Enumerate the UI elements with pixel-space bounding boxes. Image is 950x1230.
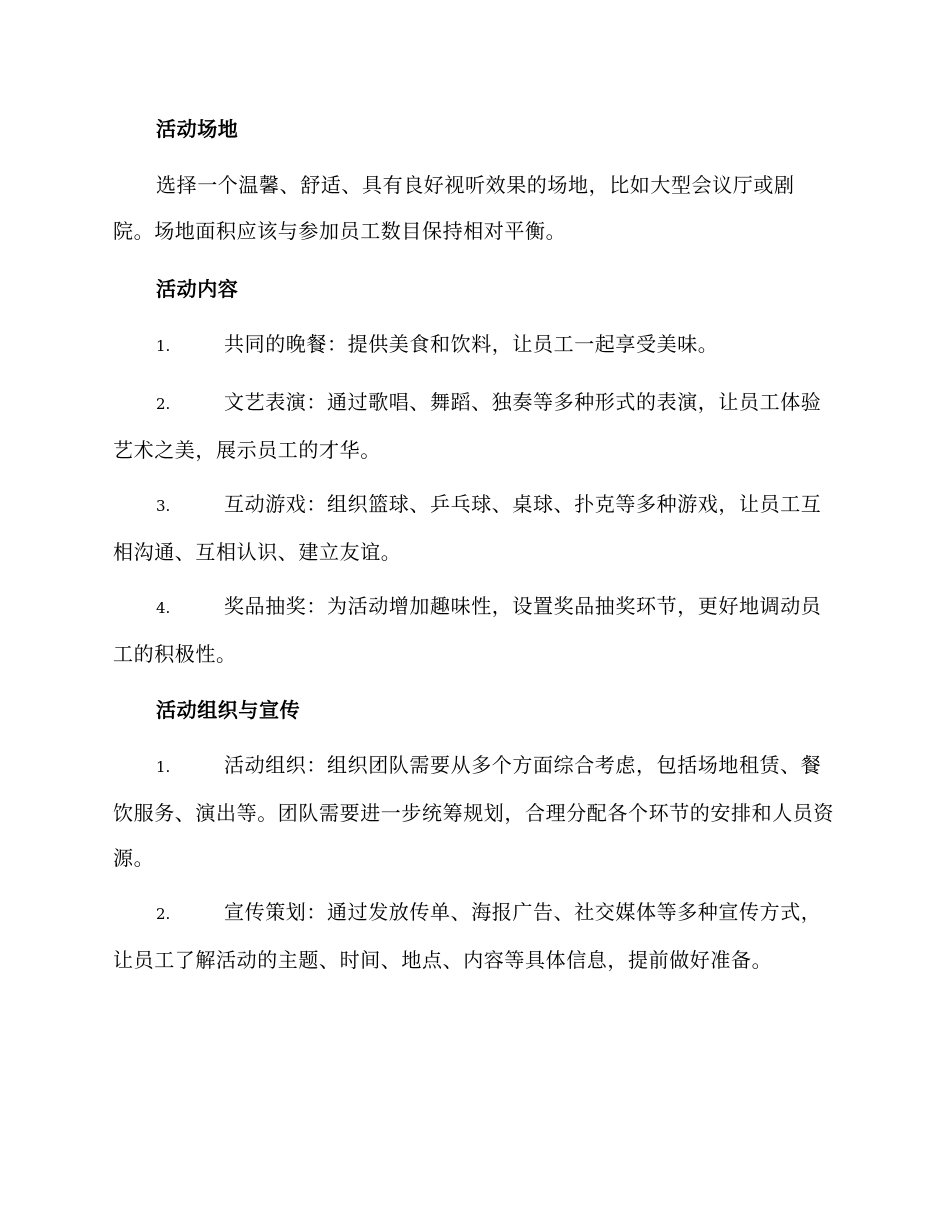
list-item-number: 1. bbox=[156, 337, 171, 355]
list-item-text: 奖品抽奖：为活动增加趣味性，设置奖品抽奖环节，更好地调动员工的积极性。 bbox=[113, 594, 822, 666]
list-item-text: 宣传策划：通过发放传单、海报广告、社交媒体等多种宣传方式，让员工了解活动的主题、时间、地点、内容等具体信息，提前做好准备。 bbox=[113, 900, 822, 972]
list-item bbox=[113, 380, 835, 473]
list-item-number: 1. bbox=[156, 758, 171, 776]
list-item-number: 2. bbox=[156, 905, 171, 923]
list-item bbox=[113, 482, 835, 575]
section-heading-content: 活动内容 bbox=[156, 277, 239, 301]
section-heading-organization: 活动组织与宣传 bbox=[156, 698, 301, 722]
list-item-text: 活动组织：组织团队需要从多个方面综合考虑，包括场地租赁、餐饮服务、演出等。团队需要进一步统筹规划，合理分配各个环节的安排和人员资源。 bbox=[113, 753, 834, 870]
list-item-number: 2. bbox=[156, 395, 171, 413]
list-item-text: 共同的晚餐：提供美食和饮料，让员工一起享受美味。 bbox=[224, 332, 719, 356]
list-item bbox=[113, 743, 835, 882]
list-item-number: 3. bbox=[156, 497, 171, 515]
list-item bbox=[113, 322, 835, 370]
venue-paragraph: 选择一个温馨、舒适、具有良好视听效果的场地，比如大型会议厅或剧院。场地面积应该与参加员工数目保持相对平衡。 bbox=[113, 173, 795, 243]
list-item-number: 4. bbox=[156, 599, 171, 617]
list-item-text: 互动游戏：组织篮球、乒乓球、桌球、扑克等多种游戏，让员工互相沟通、互相认识、建立友谊。 bbox=[113, 492, 822, 564]
list-item-text: 文艺表演：通过歌唱、舞蹈、独奏等多种形式的表演，让员工体验艺术之美，展示员工的才华。 bbox=[113, 390, 822, 462]
section-heading-venue: 活动场地 bbox=[156, 117, 239, 141]
list-item bbox=[113, 584, 835, 677]
list-item bbox=[113, 890, 835, 983]
